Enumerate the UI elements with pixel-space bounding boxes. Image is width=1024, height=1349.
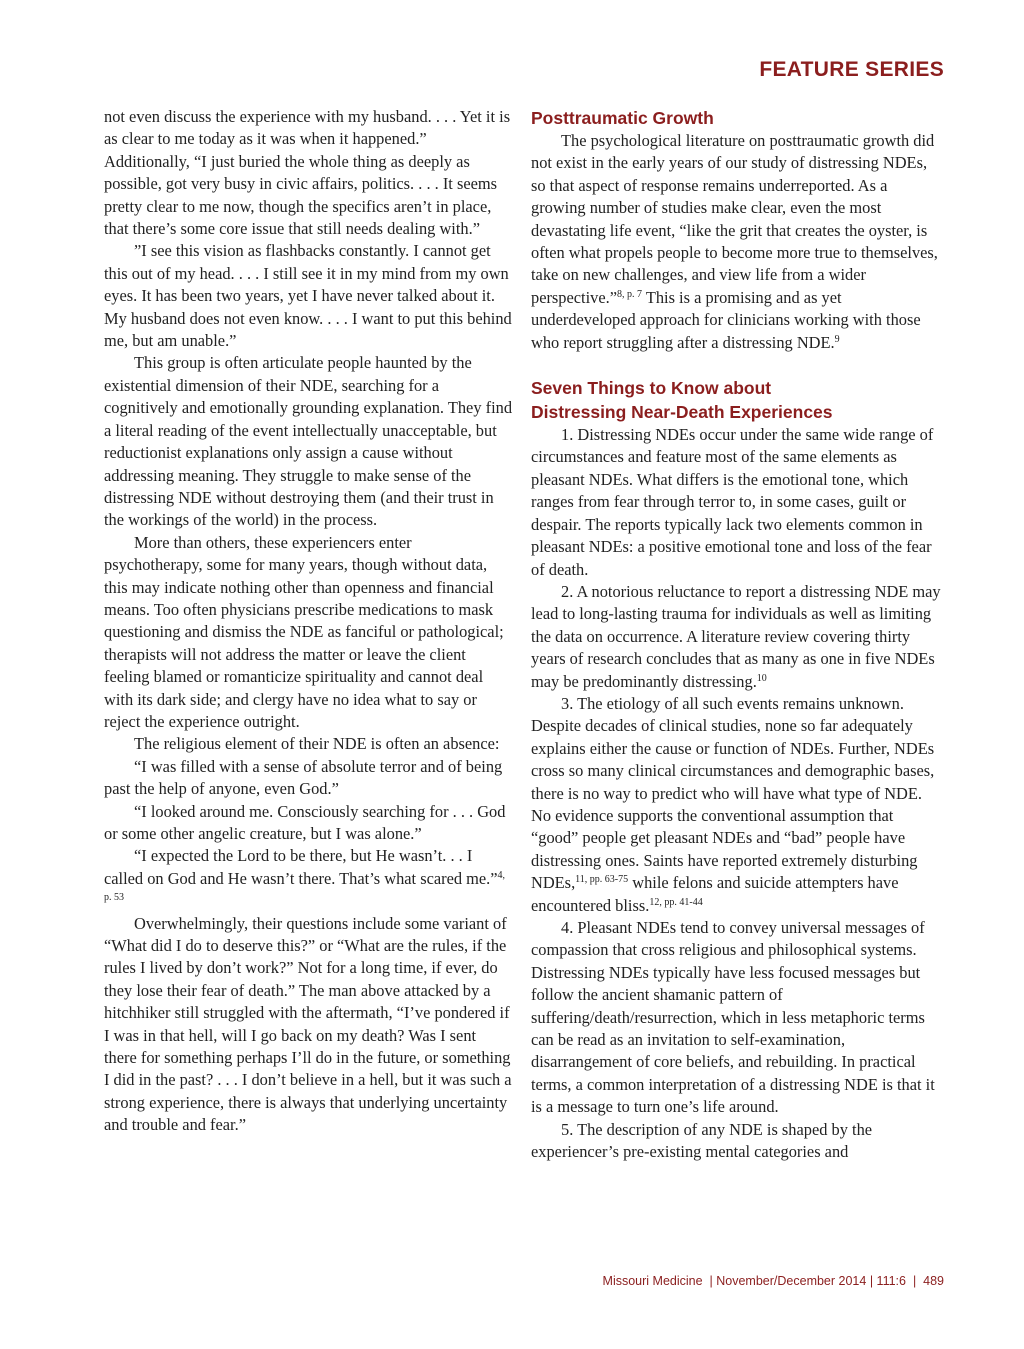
paragraph-text: 2. A notorious reluctance to report a distressing NDE may lead to long-lasting trauma for individuals as well as limiting the data on occurrence. A literature review covering thirty years of research concludes that as many as one in five NDEs may be predominantly distressing. <box>531 581 941 691</box>
page-footer <box>603 1274 944 1288</box>
citation-superscript: 11, pp. 63-75 <box>575 874 629 886</box>
paragraph-text: while felons and suicide attempters have encountered bliss. <box>531 873 899 915</box>
heading-line: Seven Things to Know about <box>531 378 772 399</box>
citation-superscript: 10 <box>756 672 767 684</box>
list-item: 4. Pleasant NDEs tend to convey universal messages of compassion that cross religious and philosophical systems. Distressing NDEs typically have less focused messages but follow the ancient shamanic pattern of suffering/death/resurrection, which in less metaphoric terms can be read as an invitation to self-examination, disarrangement of core beliefs, and rebuilding. In practical terms, a common interpretation of a distressing NDE is that it is a message to turn one’s life around. <box>531 918 935 1117</box>
footer-volume: 111:6 <box>876 1274 906 1288</box>
left-column <box>104 106 512 1137</box>
footer-separator: | <box>869 1274 874 1288</box>
footer-separator: | <box>912 1274 917 1288</box>
paragraph: This group is often articulate people haunted by the existential dimension of their NDE, searching for a cognitively and emotionally grounding explanation. They find a literal reading of the event intellectually unacceptable, but reductionist explanations only assign a cause without addressing meaning. They struggle to make sense of the distressing NDE without destroying them (and their trust in the workings of the world) in the process. <box>104 353 513 530</box>
section-heading-seven-things <box>531 376 941 424</box>
list-item <box>531 693 941 917</box>
paragraph: The religious element of their NDE is often an absence: <box>134 734 500 754</box>
citation-superscript: 12, pp. 41-44 <box>649 896 703 908</box>
quote-text: “I expected the Lord to be there, but He wasn’t. . . I called on God and He wasn’t there. That’s what scared me.” <box>104 846 498 888</box>
list-item: 5. The description of any NDE is shaped by the experiencer’s pre-existing mental categories and <box>531 1119 873 1162</box>
paragraph: Overwhelmingly, their questions include some variant of “What did I do to deserve this?” or “What are the rules, if the rules I lived by don’t work?” Not for a long time, if ever, do they lose their fear of death.” The man above attacked by a hitchhiker still struggled with the aftermath, “I’ve pondered if I was in that hell, will I go back on my death? Was I sent there for something perhaps I’ll do in the future, or something I did in the past? . . . I don’t believe in a hell, but it was such a strong experience, there is always that underlying uncertainty and trouble and fear.” <box>104 913 512 1135</box>
right-column <box>531 106 941 1163</box>
paragraph <box>531 130 941 354</box>
list-item <box>531 581 941 693</box>
paragraph: More than others, these experiencers enter psychotherapy, some for many years, though without data, this may indicate nothing other than openness and financial means. Too often physicians prescribe medications to mask questioning and dismiss the NDE as fanciful or pathological; therapists will not address the matter or leave the client feeling blamed or romanticize spirituality and cannot deal with its dark side; and clergy have no idea what to say or reject the experience outright. <box>104 532 504 731</box>
section-heading-posttraumatic-growth: Posttraumatic Growth <box>531 108 714 128</box>
footer-issue: November/December 2014 <box>716 1274 867 1288</box>
paragraph: not even discuss the experience with my husband. . . . Yet it is as clear to me today as it was when it happened.” Additionally, “I just buried the whole thing as deeply as possible, got very busy in civic affairs, politics. . . . It seems pretty clear to me now, though the specifics aren’t in place, that there’s some core issue that still needs dealing with.” <box>104 107 511 239</box>
list-item: 1. Distressing NDEs occur under the same wide range of circumstances and feature most of the same elements as pleasant NDEs. What differs is the emotional tone, which ranges from fear through terror to, in some cases, guilt or despair. The reports typically lack two elements common in pleasant NDEs: a positive emotional tone and loss of the fear of death. <box>531 425 934 579</box>
paragraph-text: The psychological literature on posttraumatic growth did not exist in the early years of our study of distressing NDEs, so that aspect of response remains underreported. As a growing number of studies make clear, even the most devastating life event, “like the grit that creates the oyster, is often what propels people to become more true to themselves, take on new challenges, and view life from a wider perspective.” <box>531 131 938 307</box>
citation-superscript: 8, p. 7 <box>617 288 643 300</box>
quote-paragraph <box>104 845 512 912</box>
feature-series-header: FEATURE SERIES <box>759 58 944 81</box>
paragraph-text: 3. The etiology of all such events remains unknown. Despite decades of clinical studies, none so far adequately explains either the cause or function of NDEs. Further, NDEs cross so many clinical circumstances and demographic bases, there is no way to predict who will have what type of NDE. No evidence supports the conventional assumption that “good” people get pleasant NDEs and “bad” people have distressing ones. Saints have reported extremely disturbing NDEs, <box>531 693 935 893</box>
footer-page-number: 489 <box>923 1274 944 1288</box>
citation-superscript: 4, p. 53 <box>104 869 506 904</box>
footer-separator: | <box>709 1274 713 1288</box>
paragraph-text: This is a promising and as yet underdeveloped approach for clinicians working with those who report struggling after a distressing NDE. <box>531 287 921 352</box>
footer-journal: Missouri Medicine <box>602 1274 703 1288</box>
citation-superscript: 9 <box>834 333 840 345</box>
heading-line: Distressing Near-Death Experiences <box>531 402 833 423</box>
paragraph: ”I see this vision as flashbacks constantly. I cannot get this out of my head. . . . I still see it in my mind from my own eyes. It has been two years, yet I have never talked about it. My husband does not even know. . . . I want to put this behind me, but am unable.” <box>104 241 512 351</box>
quote-paragraph: “I was filled with a sense of absolute terror and of being past the help of anyone, even God.” <box>104 756 503 799</box>
quote-paragraph: “I looked around me. Consciously searching for . . . God or some other angelic creature, but I was alone.” <box>104 801 506 843</box>
